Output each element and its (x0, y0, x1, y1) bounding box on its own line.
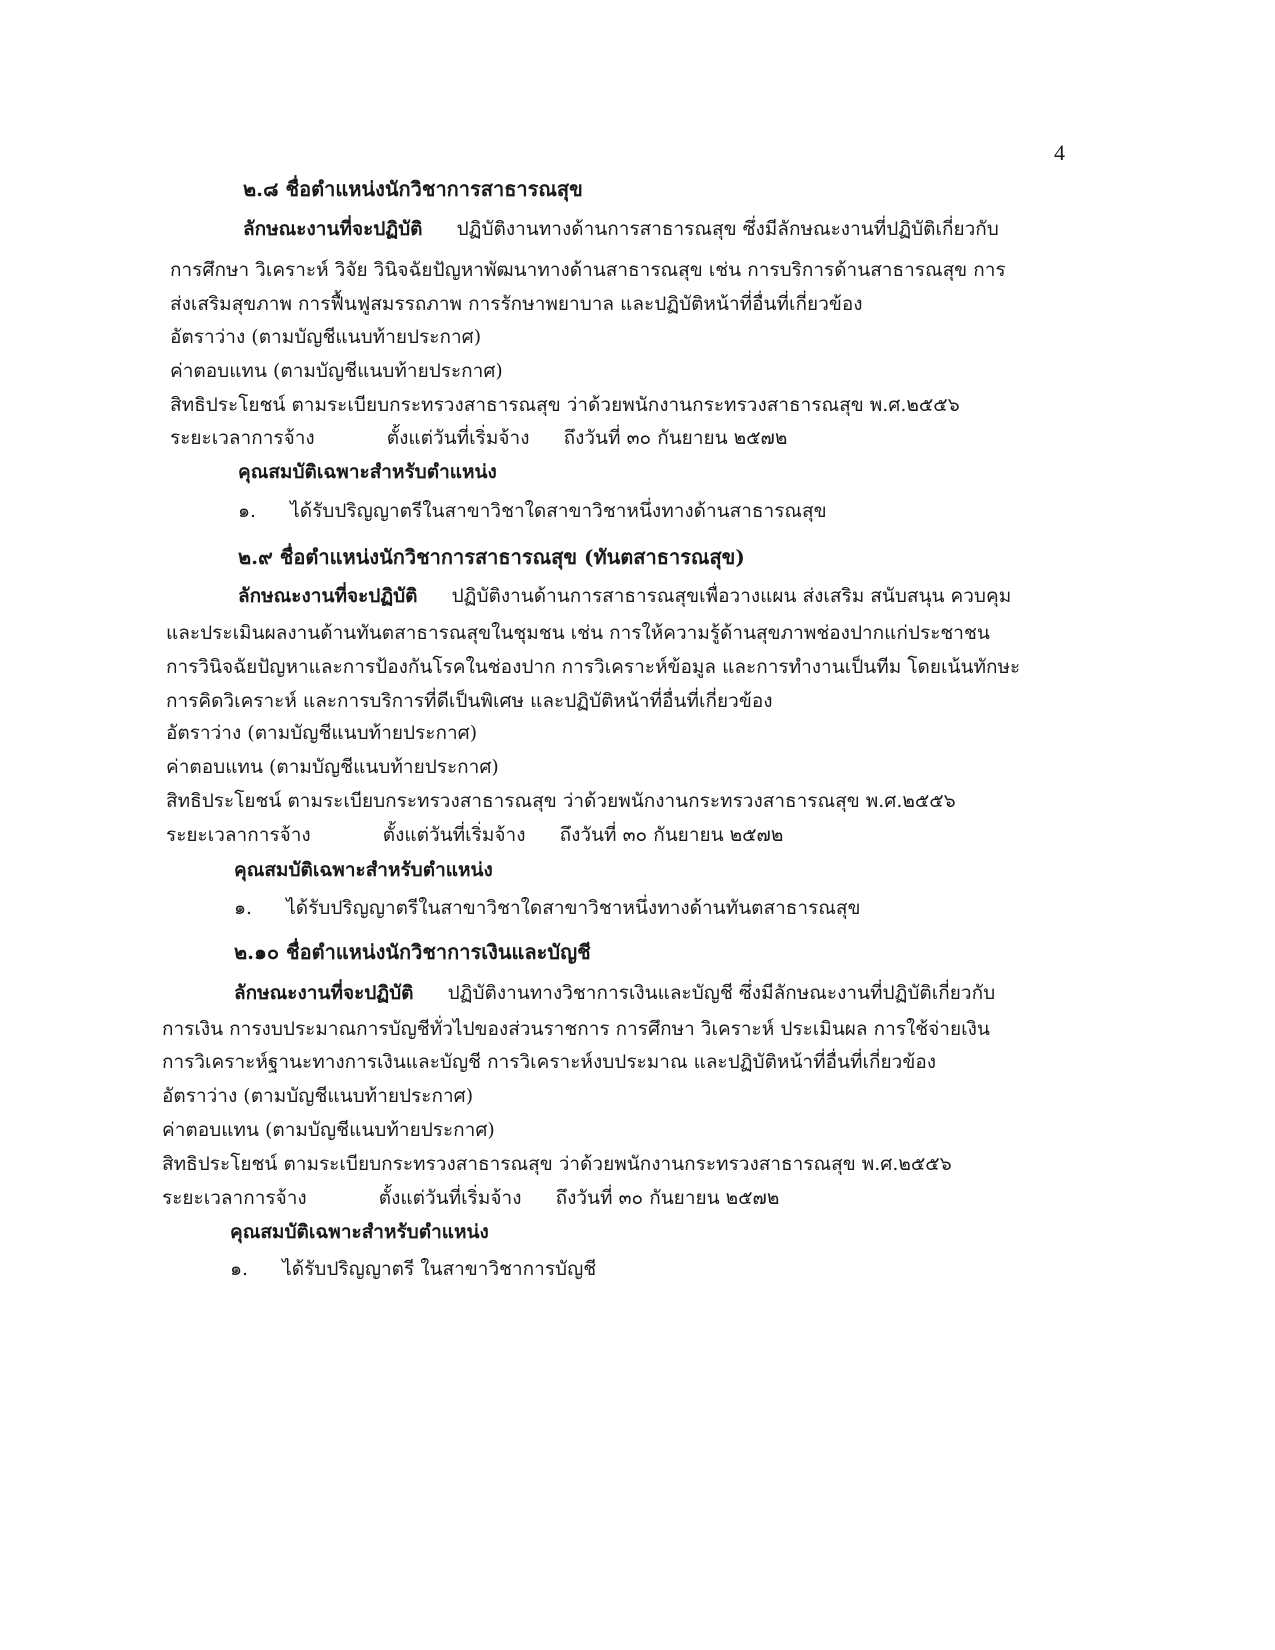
vacancy: อัตราว่าง (ตามบัญชีแนบท้ายประกาศ) (162, 1085, 474, 1107)
employment-label: ระยะเวลาการจ้าง (166, 824, 311, 846)
qualification-heading: คุณสมบัติเฉพาะสำหรับตำแหน่ง (234, 859, 493, 881)
qualification-item (230, 1256, 596, 1282)
qualification-number: ๑. (238, 500, 257, 522)
duty-label: ลักษณะงานที่จะปฏิบัติ (234, 982, 414, 1004)
qualification-item (234, 895, 860, 921)
duty-line-3: การวินิจฉัยปัญหาและการป้องกันโรคในช่องปาก การวิเคราะห์ข้อมูล และการทำงานเป็นทีม โดยเน้นทักษะ (166, 656, 1021, 678)
vacancy: อัตราว่าง (ตามบัญชีแนบท้ายประกาศ) (166, 722, 478, 744)
duty-text: ปฏิบัติงานทางด้านการสาธารณสุข ซึ่งมีลักษณะงานที่ปฏิบัติเกี่ยวกับ (456, 218, 999, 240)
compensation: ค่าตอบแทน (ตามบัญชีแนบท้ายประกาศ) (170, 360, 503, 382)
qualification-item (238, 498, 827, 524)
duty-line-1 (238, 583, 1011, 609)
qualification-text: ได้รับปริญญาตรีในสาขาวิชาใดสาขาวิชาหนึ่งทางด้านสาธารณสุข (290, 500, 827, 522)
employment-label: ระยะเวลาการจ้าง (170, 427, 315, 449)
employment-start: ตั้งแต่วันที่เริ่มจ้าง (382, 824, 526, 846)
compensation: ค่าตอบแทน (ตามบัญชีแนบท้ายประกาศ) (162, 1119, 495, 1141)
qualification-number: ๑. (234, 897, 253, 919)
benefits: สิทธิประโยชน์ ตามระเบียบกระทรวงสาธารณสุข ว่าด้วยพนักงานกระทรวงสาธารณสุข พ.ศ.๒๕๕๖ (170, 394, 960, 416)
page-number: 4 (1054, 140, 1065, 165)
duty-label: ลักษณะงานที่จะปฏิบัติ (243, 218, 423, 240)
compensation: ค่าตอบแทน (ตามบัญชีแนบท้ายประกาศ) (166, 756, 499, 778)
duty-text: ปฏิบัติงานทางวิชาการเงินและบัญชี ซึ่งมีลักษณะงานที่ปฏิบัติเกี่ยวกับ (447, 982, 996, 1004)
employment-period (170, 425, 787, 451)
duty-text: ปฏิบัติงานด้านการสาธารณสุขเพื่อวางแผน ส่งเสริม สนับสนุน ควบคุม (451, 585, 1012, 607)
employment-end: ถึงวันที่ ๓๐ กันยายน ๒๕๗๒ (563, 427, 788, 449)
benefits: สิทธิประโยชน์ ตามระเบียบกระทรวงสาธารณสุข ว่าด้วยพนักงานกระทรวงสาธารณสุข พ.ศ.๒๕๕๖ (162, 1153, 952, 1175)
duty-label: ลักษณะงานที่จะปฏิบัติ (238, 585, 418, 607)
employment-period (162, 1185, 779, 1211)
qualification-heading: คุณสมบัติเฉพาะสำหรับตำแหน่ง (238, 461, 497, 483)
duty-line-1 (234, 980, 995, 1006)
employment-start: ตั้งแต่วันที่เริ่มจ้าง (386, 427, 530, 449)
duty-line-3: ส่งเสริมสุขภาพ การฟื้นฟูสมรรถภาพ การรักษาพยาบาล และปฏิบัติหน้าที่อื่นที่เกี่ยวข้อง (170, 293, 863, 315)
employment-label: ระยะเวลาการจ้าง (162, 1187, 307, 1209)
section-heading: ๒.๑๐ ชื่อตำแหน่งนักวิชาการเงินและบัญชี (234, 940, 591, 964)
duty-line-4: การคิดวิเคราะห์ และการบริการที่ดีเป็นพิเศษ และปฏิบัติหน้าที่อื่นที่เกี่ยวข้อง (166, 690, 773, 712)
qualification-text: ได้รับปริญญาตรีในสาขาวิชาใดสาขาวิชาหนึ่งทางด้านทันตสาธารณสุข (286, 897, 861, 919)
section-heading: ๒.๙ ชื่อตำแหน่งนักวิชาการสาธารณสุข (ทันตสาธารณสุข) (238, 545, 745, 569)
section-heading: ๒.๘ ชื่อตำแหน่งนักวิชาการสาธารณสุข (243, 177, 583, 201)
duty-line-2: การศึกษา วิเคราะห์ วิจัย วินิจฉัยปัญหาพัฒนาทางด้านสาธารณสุข เช่น การบริการด้านสาธารณสุข การ (170, 259, 1006, 281)
duty-line-3: การวิเคราะห์ฐานะทางการเงินและบัญชี การวิเคราะห์งบประมาณ และปฏิบัติหน้าที่อื่นที่เกี่ยวข้อง (162, 1051, 937, 1073)
duty-line-1 (243, 216, 999, 242)
qualification-heading: คุณสมบัติเฉพาะสำหรับตำแหน่ง (230, 1221, 489, 1243)
employment-period (166, 822, 783, 848)
employment-end: ถึงวันที่ ๓๐ กันยายน ๒๕๗๒ (555, 1187, 780, 1209)
qualification-number: ๑. (230, 1258, 249, 1280)
qualification-text: ได้รับปริญญาตรี ในสาขาวิชาการบัญชี (282, 1258, 597, 1280)
employment-start: ตั้งแต่วันที่เริ่มจ้าง (378, 1187, 522, 1209)
employment-end: ถึงวันที่ ๓๐ กันยายน ๒๕๗๒ (559, 824, 784, 846)
duty-line-2: และประเมินผลงานด้านทันตสาธารณสุขในชุมชน เช่น การให้ความรู้ด้านสุขภาพช่องปากแก่ประชาชน (166, 622, 990, 644)
benefits: สิทธิประโยชน์ ตามระเบียบกระทรวงสาธารณสุข ว่าด้วยพนักงานกระทรวงสาธารณสุข พ.ศ.๒๕๕๖ (166, 790, 956, 812)
vacancy: อัตราว่าง (ตามบัญชีแนบท้ายประกาศ) (170, 326, 482, 348)
duty-line-2: การเงิน การงบประมาณการบัญชีทั่วไปของส่วนราชการ การศึกษา วิเคราะห์ ประเมินผล การใช้จ่ายเงิน (162, 1018, 990, 1040)
